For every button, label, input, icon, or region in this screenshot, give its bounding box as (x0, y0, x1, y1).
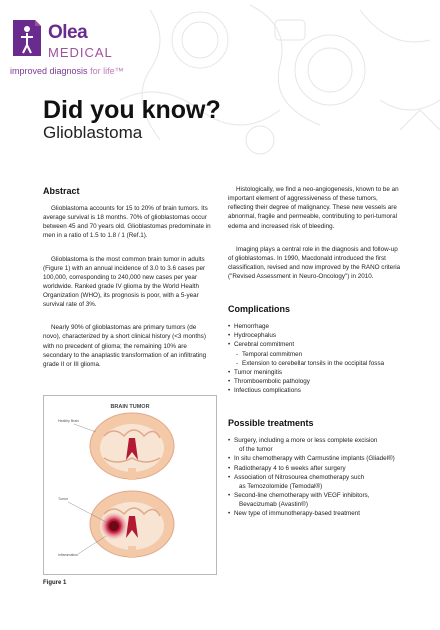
list-item: • Cerebral commitment (228, 340, 404, 349)
list-item: • Second-line chemotherapy with VEGF inhibitors, Bevacizumab (Avastin®) (228, 491, 404, 509)
abstract-paragraph-2: Glioblastoma is the most common brain tumor in adults (Figure 1) with an annual incidence of 3.0 to 3.6 cases per 100,000, corresponding to 240,000 new cases per year worldwide. Ranked grade IV glioma by the World Health Organization (WHO), its prognosis is poor, with a 5-year survival rate of 3%. (43, 255, 206, 309)
healthy-brain-illustration (90, 413, 174, 480)
histology-paragraph: Histologically, we find a neo-angiogenesis, known to be an important element of aggressiveness of these tumors, reflecting their degree of malignancy. These new vessels are abnormal, fragile and permeable, contributing to peri-tumoral edema and increased risk of bleeding. (228, 186, 399, 230)
list-item: • Radiotherapy 4 to 6 weeks after surgery (228, 464, 404, 473)
page-title: Did you know? (43, 96, 221, 124)
tumor-brain-illustration (90, 491, 174, 558)
label-inflammation: Inflammation (58, 553, 79, 557)
page-subtitle: Glioblastoma (43, 123, 143, 142)
brand-name: Olea (48, 22, 88, 43)
list-item: • Association of Nitrosourea chemotherapy such as Temozolomide (Temodal®) (228, 473, 404, 491)
treatments-heading: Possible treatments (228, 418, 314, 429)
label-healthy: Healthy Brain (58, 419, 80, 423)
complications-list (228, 322, 404, 395)
abstract-paragraph-1: Glioblastoma accounts for 15 to 20% of brain tumors. Its average survival is 18 months. 70% of glioblastomas occur between 45 and 70 years old. Glioblastomas predominate in men in a ratio of 1.5 to 1.8 / 1 (Ref.1). (43, 205, 211, 240)
left-column (43, 185, 215, 369)
complications-heading: Complications (228, 304, 291, 315)
treatments-list (228, 436, 404, 518)
olea-logo-icon (10, 16, 44, 60)
list-item: • Thromboembolic pathology (228, 377, 404, 386)
figure-caption: Figure 1 (43, 580, 67, 586)
brand-tagline: improved diagnosis for life™ (10, 66, 124, 76)
imaging-paragraph: Imaging plays a central role in the diagnosis and follow-up of glioblastomas. In 1990, Macdonald introduced the first classification, revised and now improved by the RANO criteria ("Revised Assessment in Neuro-Oncology") in 2010. (228, 245, 401, 280)
list-item: • New type of immunotherapy-based treatment (228, 509, 404, 518)
brand-sub: MEDICAL (48, 45, 113, 60)
label-tumor: Tumor (58, 497, 68, 501)
list-item: • In situ chemotherapy with Carmustine implants (Gliadel®) (228, 454, 404, 463)
right-column (228, 185, 404, 518)
list-subitem: - Extension to cerebellar tonsils in the occipital fossa (228, 359, 404, 368)
list-item: • Surgery, including a more or less complete excision of the tumor (228, 436, 404, 454)
brain-tumor-figure (43, 395, 217, 575)
abstract-paragraph-3: Nearly 90% of glioblastomas are primary tumors (de novo), characterized by a short clinical history (<3 months) with no precedent of glioma; the remaining 10% are secondary to the anaplastic transformation of an infiltrating grade II or III glioma. (43, 324, 207, 368)
list-item: • Hemorrhage (228, 322, 404, 331)
list-item: • Hydrocephalus (228, 331, 404, 340)
figure-title: BRAIN TUMOR (110, 404, 150, 410)
list-item: • Tumor meningitis (228, 368, 404, 377)
abstract-heading: Abstract (43, 186, 80, 196)
list-item: • Infectious complications (228, 386, 404, 395)
list-subitem: - Temporal commitmen (228, 350, 404, 359)
